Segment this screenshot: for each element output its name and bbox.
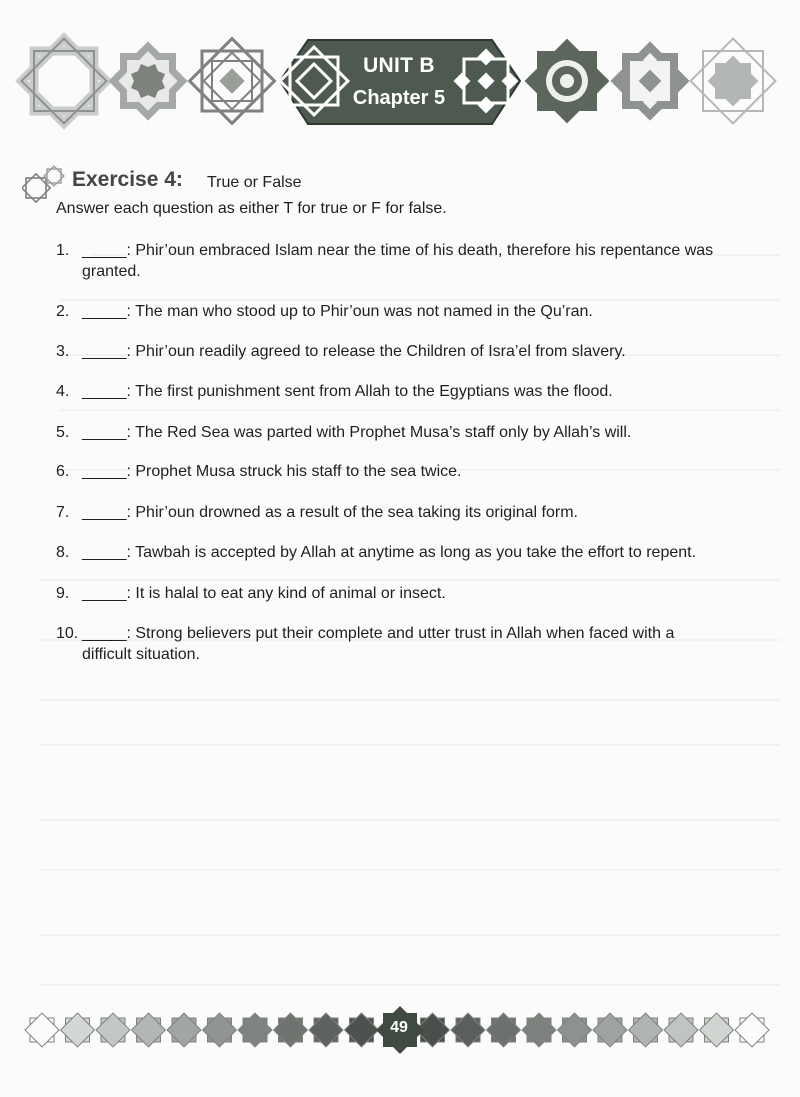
exercise-title: Exercise 4: [72,168,183,191]
footer-star-icon [522,1013,556,1047]
footer-star-icon [451,1013,485,1047]
question-number: 3. [56,343,70,360]
ornament-knot-icon [22,39,107,124]
question-number: 8. [56,544,70,561]
footer-star-icon [558,1013,592,1047]
footer-star-icon [274,1013,308,1047]
question-text: _____: It is halal to eat any kind of animal or insect. [82,585,446,602]
unit-label: UNIT B [363,54,435,77]
ornament-star-icon [190,39,275,124]
question-text: _____: The first punishment sent from Allah to the Egyptians was the flood. [82,383,613,400]
question-text: _____: The Red Sea was parted with Prophet Musa’s staff only by Allah’s will. [82,424,632,441]
exercise-instructions: Answer each question as either T for true or F for false. [56,200,447,217]
footer-star-icon [664,1013,698,1047]
question-text: _____: Phir’oun readily agreed to release the Children of Isra’el from slavery. [82,343,626,360]
footer-star-icon [25,1013,59,1047]
footer-star-icon [61,1013,95,1047]
footer-star-icon [96,1013,130,1047]
exercise-ornament-icon [22,164,66,204]
question-text: _____: Phir’oun drowned as a result of the sea taking its original form. [82,504,578,521]
question-text: _____: Strong believers put their complete and utter trust in Allah when faced with a difficult situation. [82,625,675,663]
question-number: 1. [56,242,70,259]
ornament-star-icon [525,39,610,124]
footer-star-icon [132,1013,166,1047]
footer-star-icon [167,1013,201,1047]
question-text: _____: Tawbah is accepted by Allah at anytime as long as you take the effort to repent. [82,544,697,561]
footer-star-icon [309,1013,343,1047]
question-number: 2. [56,303,70,320]
chapter-label: Chapter 5 [352,87,446,109]
question-text: _____: Prophet Musa struck his staff to the sea twice. [82,463,462,480]
ornament-star-icon [108,41,187,120]
question-number: 5. [56,424,70,441]
footer-star-icon [203,1013,237,1047]
question-number: 9. [56,585,70,602]
question-number: 7. [56,504,70,521]
header-banner [0,28,800,138]
footer-star-icon [629,1013,663,1047]
question-number: 10. [56,625,79,642]
page-number: 49 [390,1019,408,1036]
exercise-subtitle: True or False [207,174,302,191]
footer-star-icon [735,1013,769,1047]
title-plaque [280,40,520,124]
footer-star-icon [238,1013,272,1047]
question-text: _____: Phir’oun embraced Islam near the time of his death, therefore his repentance was granted. [82,242,714,280]
footer-star-icon [700,1013,734,1047]
ornament-star-icon [610,41,689,120]
footer-star-icon [593,1013,627,1047]
ornament-star-icon [691,39,776,124]
question-number: 6. [56,463,70,480]
question-number: 4. [56,383,70,400]
question-text: _____: The man who stood up to Phir’oun was not named in the Qu’ran. [82,303,593,320]
footer-star-icon [487,1013,521,1047]
